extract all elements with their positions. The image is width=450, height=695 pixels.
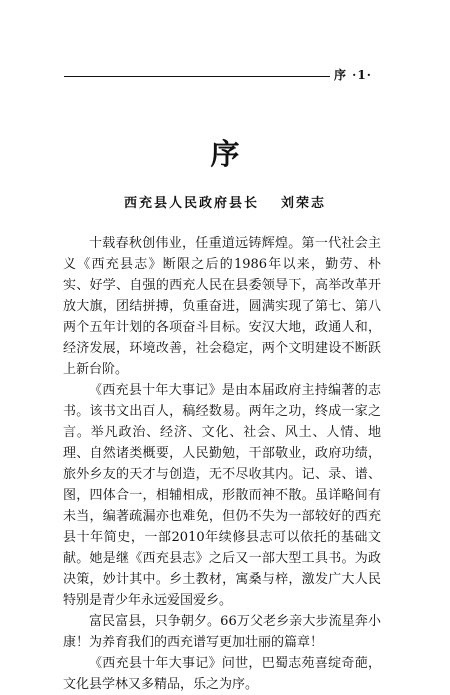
- paragraph-4: 《西充县十年大事记》问世，巴蜀志苑喜绽奇葩，文化县学林又多精品，乐之为序。: [63, 656, 381, 692]
- author-name: 刘荣志: [281, 196, 327, 211]
- header-rule: [64, 76, 330, 77]
- author-byline: [0, 192, 450, 211]
- paragraph-2: 《西充县十年大事记》是由本届政府主持编著的志书。该书文出百人，稿经数易。两年之功，终成一家之言。举凡政治、经济、文化、社会、风土、人情、地理、自然诸类概要，人民勤勉，干部敬业，政府功绩，旅外乡友的天才与创造，无不尽收其内。记、录、谱、图，四体合一，相辅相成，形散而神不散。虽详略间有未当，编著疏漏亦也难免，但仍不失为一部较好的西充县十年简史，一部2010年续修县志可以依托的基础文献。她是继《西充县志》之后又一部大型工具书。为政决策，妙计其中。乡土教材，寓桑与梓，激发广大人民特别是青少年永远爱国爱乡。: [63, 383, 381, 608]
- running-header: 序 ·1·: [334, 68, 372, 82]
- paragraph-3: 富民富县，只争朝夕。66万父老乡亲大步流星奔小康！为养育我们的西充谱写更加壮丽的篇章！: [63, 614, 381, 650]
- preface-body: [63, 233, 381, 695]
- page-title: 序: [210, 137, 240, 171]
- paragraph-1: 十载春秋创伟业，任重道远铸辉煌。第一代社会主义《西充县志》断限之后的1986年以来，勤劳、朴实、好学、自强的西充人民在县委领导下，高举改革开放大旗，团结拼搏，负重奋进，圆满实现了第七、第八两个五年计划的各项奋斗目标。安汉大地，政通人和，经济发展，环境改善，社会稳定，两个文明建设不断跃上新台阶。: [63, 236, 381, 377]
- author-position: 西充县人民政府县长: [123, 196, 259, 211]
